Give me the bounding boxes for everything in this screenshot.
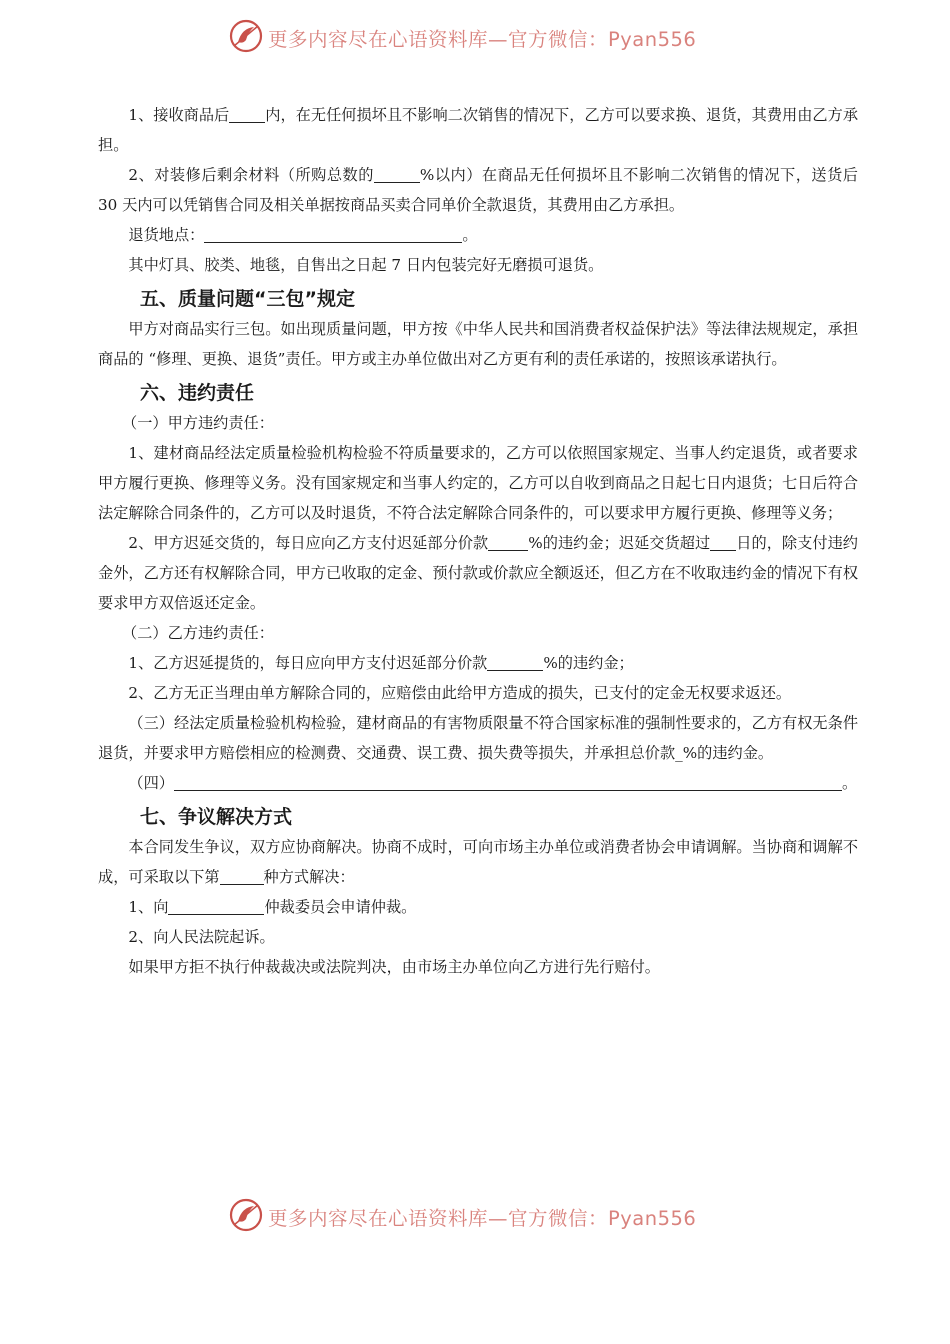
advance-compensation: 如果甲方拒不执行仲裁裁决或法院判决，由市场主办单位向乙方进行先行赔付。 — [128, 958, 660, 976]
return-clause-2: 2、对装修后剩余材料（所购总数的 %以内）在商品无任何损坏且不影响二次销售的情况下，送货后 30 天内可以凭销售合同及相关单据按商品买卖合同单价全款退货，其费用由乙方承担。 — [98, 166, 858, 214]
return-location: 退货地点： 。 — [128, 226, 478, 244]
litigation-option: 2、向人民法院起诉。 — [128, 928, 275, 946]
party-a-liability-1: 1、建材商品经法定质量检验机构检验不符质量要求的，乙方可以依照国家规定、当事人约定退货，或者要求甲方履行更换、修理等义务。没有国家规定和当事人约定的，乙方可以自收到商品之日起七日内退货；七日后符合法定解除合同条件的，乙方可以及时退货，不符合法定解除合同条件的，可以要求甲方履行更换、修理等义务； — [98, 444, 858, 522]
header-watermark — [0, 16, 950, 56]
blank-field[interactable] — [229, 106, 265, 123]
blank-field[interactable] — [488, 534, 528, 551]
liability-clause-4: （四） 。 — [128, 774, 858, 792]
party-b-liability-2: 2、乙方无正当理由单方解除合同的，应赔偿由此给甲方造成的损失，已支付的定金无权要求返还。 — [128, 684, 792, 702]
quality-paragraph: 甲方对商品实行三包。如出现质量问题，甲方按《中华人民共和国消费者权益保护法》等法律法规规定，承担商品的 “修理、更换、退货”责任。甲方或主办单位做出对乙方更有利的责任承诺的，按照该承诺执行。 — [98, 320, 858, 368]
party-a-liability-heading: （一）甲方违约责任： — [122, 414, 274, 432]
return-location-field[interactable] — [204, 226, 462, 243]
contract-body — [98, 100, 858, 982]
dispute-paragraph: 本合同发生争议，双方应协商解决。协商不成时，可向市场主办单位或消费者协会申请调解。当协商和调解不成，可采取以下第 种方式解决： — [98, 838, 858, 886]
party-b-liability-heading: （二）乙方违约责任： — [122, 624, 274, 642]
footer-watermark — [0, 1195, 950, 1235]
blank-field[interactable] — [220, 868, 264, 885]
arbitration-option: 1、向 仲裁委员会申请仲裁。 — [128, 898, 417, 916]
blank-field[interactable] — [374, 166, 420, 183]
brand-logo-icon — [228, 1197, 264, 1233]
arbitration-committee-field[interactable] — [168, 898, 264, 915]
section-title-quality: 五、质量问题“三包”规定 — [140, 288, 355, 310]
section-title-dispute: 七、争议解决方式 — [140, 806, 293, 828]
section-title-liability: 六、违约责任 — [140, 382, 255, 404]
return-clause-1: 1、接收商品后 内，在无任何损坏且不影响二次销售的情况下，乙方可以要求换、退货，其费用由乙方承担。 — [98, 106, 859, 154]
party-b-liability-1: 1、乙方迟延提货的，每日应向甲方支付迟延部分价款 %的违约金； — [128, 654, 634, 672]
blank-field[interactable] — [710, 534, 736, 551]
return-clause-3: 其中灯具、胶类、地毯，自售出之日起 7 日内包装完好无磨损可退货。 — [128, 256, 604, 274]
watermark-text: 更多内容尽在心语资料库—官方微信：Pyan556 — [268, 28, 697, 51]
blank-field[interactable] — [487, 654, 543, 671]
party-a-liability-2: 2、甲方迟延交货的，每日应向乙方支付迟延部分价款 %的违约金；迟延交货超过 日的，除支付违约金外，乙方还有权解除合同，甲方已收取的定金、预付款或价款应全额返还，但乙方在不收取违约金的情况下有权要求甲方双倍返还定金。 — [98, 534, 858, 612]
brand-logo-icon — [228, 18, 264, 54]
harmful-substance-clause: （三）经法定质量检验机构检验，建材商品的有害物质限量不符合国家标准的强制性要求的，乙方有权无条件退货，并要求甲方赔偿相应的检测费、交通费、误工费、损失费等损失，并承担总价款_%的违约金。 — [98, 714, 858, 762]
watermark-text: 更多内容尽在心语资料库—官方微信：Pyan556 — [268, 1207, 697, 1230]
blank-field[interactable] — [174, 774, 842, 791]
